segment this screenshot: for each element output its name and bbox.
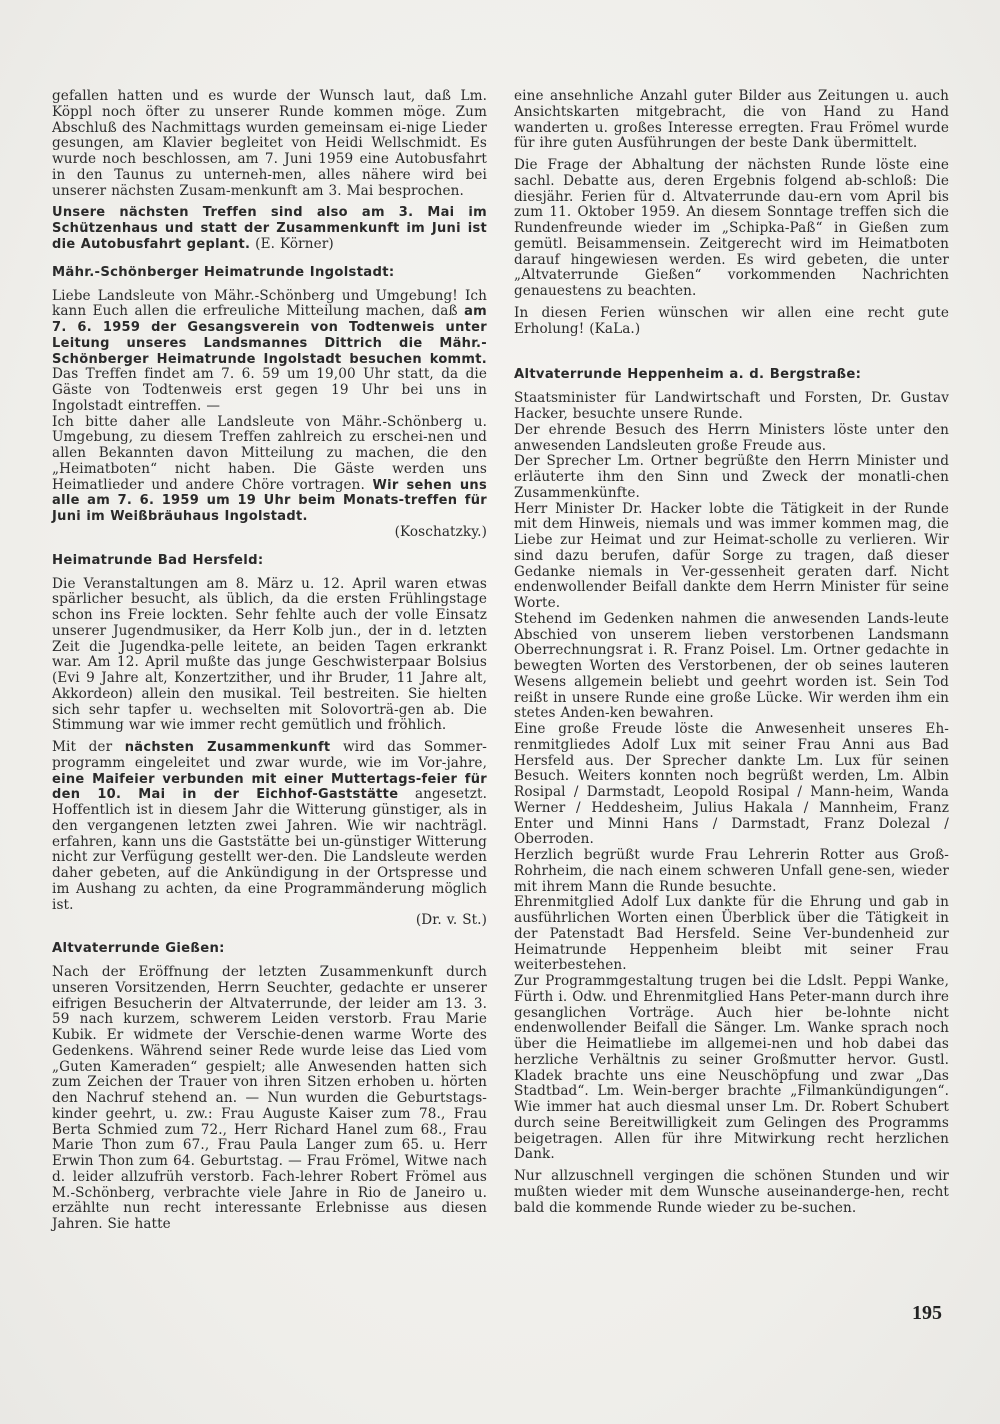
paragraph-heppenheim: Staatsminister für Landwirtschaft und Forsten, Dr. Gustav Hacker, besuchte unsere Runde. [514,390,949,422]
paragraph-heppenheim: Zur Programmgestaltung trugen bei die Ldslt. Peppi Wanke, Fürth i. Odw. und Ehrenmitglied Hans Peter-mann durch ihre gesanglichen Vorträge. Auch hier be-lohnte nicht endenwollender Beifall die Sänger. Lm. Wanke sprach noch über die Heimatliebe im allgemei-nen und hob dabei das herzliche Verhältnis zu seiner Großmutter hervor. Gustl. Kladek brachte uns eine Neuschöpfung und zwar „Das Stadtbad“. Lm. Wein-berger brachte „Filmankündigungen“. Wie immer hat auch diesmal unser Lm. Dr. Robert Schubert durch seine Bereitwilligkeit zum Gelingen des Programms beigetragen. Allen für ihre Mitwirkung recht herzlichen Dank. [514,973,949,1163]
heading-giessen: Altvaterrunde Gießen: [52,941,225,956]
paragraph-next-meetings [52,205,487,252]
paragraph-ingolstadt-1 [52,289,487,415]
heading-heppenheim: Altvaterrunde Heppenheim a. d. Bergstraße: [514,367,862,383]
bold-announcement: nächsten Zusammenkunft [124,740,331,755]
paragraph-heppenheim: Stehend im Gedenken nahmen die anwesenden Lands-leute Abschied von unserem lieben verstorbenen Landsmann Oberrechnungsrat i. R. Franz Poisel. Lm. Ortner gedachte in bewegten Worten des Verstorbenen, der ob seines lauteren Wesens allgemein beliebt und geehrt worden ist. Sein Tod reißt in unsere Runde eine große Lücke. Wir werden ihm ein stetes Anden-ken bewahren. [514,610,949,722]
text-run: Das Treffen findet am 7. 6. 59 um 19,00 Uhr statt, da die Gäste von Todtenweis erst gegen 19 Uhr bei uns in Ingolstadt eintreffen. — [52,366,487,414]
text-run: Liebe Landsleute von Mähr.-Schönberg und Umgebung! Ich kann Euch allen die erfreuliche Mitteilung machen, daß [52,287,487,320]
paragraph-heppenheim: Der Sprecher Lm. Ortner begrüßte den Herrn Minister und erläuterte ihm den Sinn und Zweck der monatli-chen Zusammenkünfte. [514,453,949,501]
page-number: 195 [912,1302,942,1324]
paragraph-koeppl: gefallen hatten und es wurde der Wunsch laut, daß Lm. Köppl noch öfter zu unserer Runde kommen möge. Zum Abschluß des Nachmittags wurden gemeinsam ei-nige Lieder gesungen, am Klavier begleitet von Heidi Wellschmidt. Es wurde noch beschlossen, am 7. Juni 1959 eine Autobusfahrt in den Taunus zu unterneh-men, alles nähere wird bei unserer nächsten Zusam-menkunft am 3. Mai besprochen. [52,88,487,199]
heading-bad-hersfeld: Heimatrunde Bad Hersfeld: [52,552,264,568]
paragraph-heppenheim: Herr Minister Dr. Hacker lobte die Tätigkeit in der Runde mit dem Hinweis, niemals und was immer kommen mag, die Liebe zur Heimat und zur Heimat-scholle zu verlieren. Wir sind dazu berufen, dafür Sorge zu tragen, daß dieser Gedanke niemals in Ver-gessenheit geraten darf. Nicht endenwollender Beifall dankte dem Herrn Minister für seine Worte. [514,500,949,611]
paragraph-hersfeld-2 [52,740,487,913]
text-run: wird das Sommer-programm eingeleitet und zwar wurde, wie im Vor-jahre, [52,739,487,771]
paragraph-giessen-cont-3: In diesen Ferien wünschen wir allen eine recht gute Erholung! (KaLa.) [514,304,949,337]
paragraph-heppenheim: Nur allzuschnell vergingen die schönen Stunden und wir mußten wieder mit dem Wunsche auseinanderge-hen, recht bald die kommende Runde wieder zu be-suchen. [514,1168,949,1216]
paragraph-heppenheim: Eine große Freude löste die Anwesenheit unseres Eh-renmitgliedes Adolf Lux mit seiner Frau Anni aus Bad Hersfeld aus. Der Sprecher dankte Lm. Lux für seinen Besuch. Weiters konnten noch begrüßt werden, Lm. Albin Rosipal / Darmstadt, Leopold Rosipal / Mann-heim, Wanda Werner / Heddesheim, Julius Hakala / Mannheim, Franz Enter und Minni Hans / Darmstadt, Franz Dolezal / Oberroden. [514,721,949,848]
bold-announcement: Unsere nächsten Treffen sind also am 3. Mai im Schützenhaus und statt der Zusammenkunft im Juni ist die Autobusfahrt geplant. [52,205,487,252]
text-run: Mit der [52,739,125,755]
right-column [514,89,949,1222]
text-run: Ich bitte daher alle Landsleute von Mähr.-Schönberg u. Umgebung, zu diesem Treffen zahlreich zu erschei-nen und allen Bekannten davon Mitteilung zu machen, die den „Heimatboten“ nicht haben. Die Gäste werden uns Heimatlieder und andere Chöre vortragen. [52,413,487,493]
paragraph-heppenheim: Herzlich begrüßt wurde Frau Lehrerin Rotter aus Groß-Rohrheim, die nach einem schweren Unfall gene-sen, wieder mit ihrem Mann die Runde besuchte. [514,847,949,895]
left-column [52,89,487,1239]
signature-dr-v-st: (Dr. v. St.) [415,912,487,929]
paragraph-ingolstadt-2 [52,415,487,525]
paragraph-giessen-1: Nach der Eröffnung der letzten Zusammenkunft durch unseren Vorsitzenden, Herrn Seuchter, gedachte er unserer eifrigen Besucherin der Altvaterrunde, der leider am 13. 3. 59 nach kurzem, schwerem Leiden verstorb. Frau Marie Kubik. Er widmete der Verschie-denen warme Worte des Gedenkens. Während seiner Rede wurde leise das Lied vom „Guten Kameraden“ gespielt; alle Anwesenden hatten sich zum Zeichen der Trauer von ihren Sitzen erhoben u. hörten den Nachruf stehend an. — Nun wurden die Geburtstags-kinder geehrt, u. zw.: Frau Auguste Kaiser zum 78., Frau Berta Schmied zum 72., Herr Richard Hanel zum 68., Frau Marie Thon zum 67., Frau Paula Langer zum 65. u. Herr Erwin Thon zum 64. Geburtstag. — Frau Frömel, Witwe nach d. leider allzufrüh verstorb. Fach-lehrer Robert Frömel aus M.-Schönberg, verbrachte viele Jahre in Rio de Janeiro u. erzählte nun recht interessante Erlebnisse aus diesen Jahren. Sie hatte [52,964,487,1232]
paragraph-heppenheim: Der ehrende Besuch des Herrn Ministers löste unter den anwesenden Landsleuten große Freude aus. [514,421,949,454]
bold-announcement: am 7. 6. 1959 der Gesangsverein von Todtenweis unter Leitung unseres Landsmannes Dittrich die Mähr.-Schönberger Heimatrunde Ingolstadt besuchen kommt. [52,304,487,367]
signature-koerner: (E. Körner) [250,235,334,252]
text-run: angesetzt. Hoffentlich ist in diesem Jahr die Witterung günstiger, als in den vergangenen letzten zwei Jahren. Wie wir nachträgl. erfahren, kann uns die Gaststätte bei un-günstiger Witterung nicht zur Verfügung gestellt wer-den. Die Landsleute werden daher gebeten, auf die Ankündigung in der Ortspresse und im Aushang zu achten, da eine Programmänderung möglich ist. [52,786,487,913]
heading-ingolstadt: Mähr.-Schönberger Heimatrunde Ingolstadt: [52,264,395,280]
bold-announcement: eine Maifeier verbunden mit einer Muttertags-feier für den 10. Mai in der Eichhof-Gaststätte [52,771,487,803]
paragraph-hersfeld-1: Die Veranstaltungen am 8. März u. 12. April waren etwas spärlicher besucht, als üblich, da die ersten Frühlingstage schon ins Freie lockten. Sehr fehlte auch der volle Einsatz unserer Jugendmusiker, da Herr Kolb jun., der in d. letzten Zeit die Jugendka-pelle leitete, an beiden Tagen erkrankt war. Am 12. April mußte das junge Geschwisterpaar Bolsius (Evi 9 Jahre alt, Konzertzither, und ihr Bruder, 11 Jahre alt, Akkordeon) allein den musikal. Teil bestreiten. Sie hielten sich sehr tapfer u. wechselten mit Solovorträ-gen ab. Die Stimmung war wie immer recht gemütlich und fröhlich. [52,575,487,734]
paragraph-giessen-cont-1: eine ansehnliche Anzahl guter Bilder aus Zeitungen u. auch Ansichtskarten mitgebracht, die von Hand zu Hand wanderten u. großes Interesse erregten. Frau Frömel wurde für ihre guten Ausführungen der beste Dank übermittelt. [514,88,949,152]
bold-announcement: Wir sehen uns alle am 7. 6. 1959 um 19 Uhr beim Monats-treffen für Juni im Weißbräuhaus Ingolstadt. [52,477,487,524]
signature-koschatzky: (Koschatzky.) [394,523,487,540]
paragraph-heppenheim: Ehrenmitglied Adolf Lux dankte für die Ehrung und gab in ausführlichen Worten einen Überblick über die Tätigkeit in der Patenstadt Bad Hersfeld. Seine Ver-bundenheid zur Heimatrunde Heppenheim bleibt mit seiner Frau weiterbestehen. [514,894,949,974]
paragraph-giessen-cont-2: Die Frage der Abhaltung der nächsten Runde löste eine sachl. Debatte aus, deren Ergebnis folgend ab-schloß: Die diesjähr. Ferien für d. Altvaterrunde dau-ern vom April bis zum 11. Oktober 1959. An diesem Sonntage treffen sich die Rundenfreunde wieder im „Schipka-Paß“ in Gießen zum gemütl. Beisammensein. Zeitgerecht wird im Heimatboten darauf hingewiesen werden. Es wird gebeten, die unter „Altvaterrunde Gießen“ vorkommenden Nachrichten genauestens zu beachten. [514,157,949,299]
